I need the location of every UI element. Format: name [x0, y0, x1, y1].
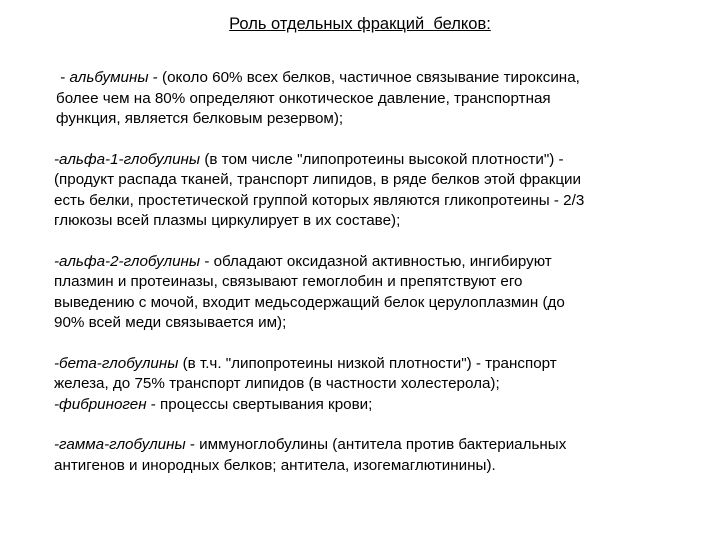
- paragraph-line: [54, 252, 694, 273]
- paragraph-alpha2: [54, 252, 694, 334]
- text-alpha2-4: 90% всей меди связывается им);: [54, 314, 287, 331]
- text-alpha2-1: - обладают оксидазной активностью, ингибируют: [200, 252, 552, 270]
- text-alpha2-3: выведению с мочой, входит медьсодержащий белок церулоплазмин (до: [54, 293, 565, 311]
- paragraph-albumins: [54, 68, 694, 130]
- text-albumins-3: функция, является белковым резервом);: [56, 110, 344, 127]
- paragraph-line: [54, 68, 694, 89]
- paragraph-line: [54, 150, 694, 171]
- text-alpha2-2: плазмин и протеиназы, связывают гемоглобин и препятствуют его: [54, 273, 523, 290]
- text-gamma-1: - иммуноглобулины (антитела против бактериальных: [185, 436, 567, 453]
- term-albumins: альбумины: [69, 69, 149, 86]
- slide-content: [54, 68, 694, 476]
- paragraph-line: [54, 354, 694, 375]
- term-gamma: -гамма-глобулины: [54, 436, 186, 453]
- text-albumins-1: - (около 60% всех белков, частичное связывание тироксина,: [148, 69, 580, 86]
- term-beta: -бета-глобулины: [54, 354, 179, 372]
- slide-title: Роль отдельных фракций белков:: [229, 15, 491, 33]
- paragraph-beta: [54, 354, 694, 416]
- term-fibrinogen: -фибриноген: [54, 395, 147, 413]
- text-fibrinogen: - процессы свертывания крови;: [146, 395, 373, 413]
- text-alpha1-3: есть белки, простетической группой которых являются гликопротеины - 2/3: [54, 191, 585, 209]
- term-alpha1: -альфа-1-глобулины: [54, 150, 201, 168]
- text-beta-1: (в т.ч. "липопротеины низкой плотности") - транспорт: [178, 354, 557, 372]
- paragraph-line: [54, 435, 694, 456]
- text-albumins-2: более чем на 80% определяют онкотическое давление, транспортная: [56, 89, 551, 107]
- text-alpha1-4: глюкозы всей плазмы циркулирует в их составе);: [54, 212, 401, 229]
- term-alpha2: -альфа-2-глобулины: [54, 252, 201, 270]
- text-beta-2: железа, до 75% транспорт липидов (в частности холестерола);: [54, 375, 500, 392]
- paragraph-gamma: [54, 435, 694, 476]
- paragraph-alpha1: [54, 150, 694, 232]
- text-gamma-2: антигенов и инородных белков; антитела, изогемаглютинины).: [54, 456, 496, 474]
- text-alpha1-2: (продукт распада тканей, транспорт липидов, в ряде белков этой фракции: [54, 171, 582, 188]
- paragraph-line: [54, 395, 694, 416]
- text-alpha1-1: (в том числе "липопротеины высокой плотности") -: [200, 150, 564, 168]
- bullet-dash: -: [56, 69, 70, 86]
